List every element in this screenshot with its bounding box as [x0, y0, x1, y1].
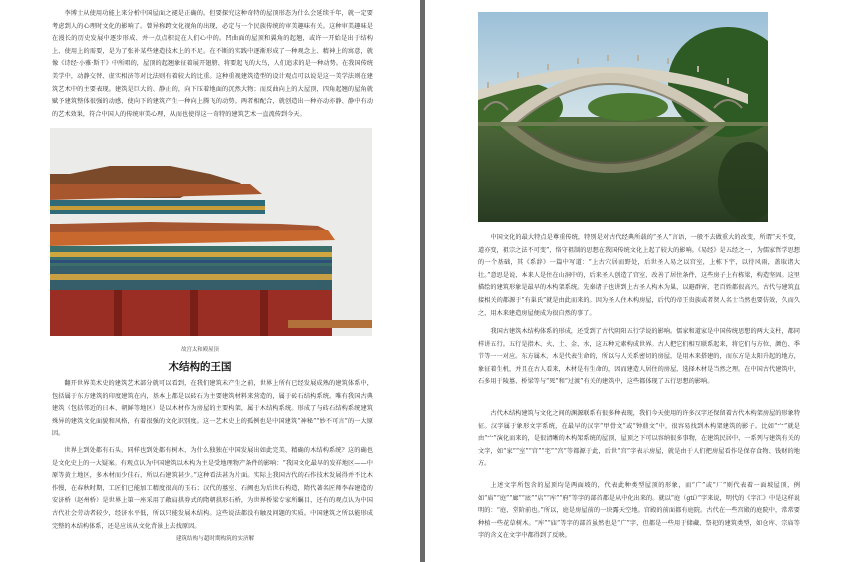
palace-roof-photo: [50, 128, 372, 336]
section-title: 木结构的王国: [168, 361, 232, 373]
left-page: [0, 0, 420, 562]
right-paragraph-2: [478, 326, 800, 406]
right-paragraph-1: [478, 232, 800, 330]
paragraph-text: 我国古建筑木结构体系的形成，还受到了古代阴阳五行学说的影响。儒家和道家是中国传统思想的两大支柱，都同样讲五行。五行是指木、火、土、金、水，这五种元素构成世界。古人把它们相互联系起来，将它们与方位、颜色、季节等一一对应。东方属木，木是代表生命的，所以与人关系密切的房屋，是用木来搭建的，而东方是太阳升起的地方，象征着生机，并且在古人看来，木材是有生命的，因而建造人居住的房屋，选择木材是当然之理。在中国古代建筑中，石多用于陵墓、桥梁等与“死”和“过渡”有关的建筑中，这些都体现了五行思想的影响。: [478, 328, 800, 386]
intro-paragraph: 李博士从使用功能上来分析中国屋面之褪是正确的。但要探究这种奇特的屋顶形态为什么会延续千年，就一定要考虑到人的心理时文化的影响了。曾异称跨文化视角的出现，必定与一个民族传统的审美趣味有关。这种审美趣味是在漫长的历史发展中逐步形成、并一点点积淀在人们心中的。凹曲面的屋顶和翼角的起翘，或许一开始是出于结构上、使用上的需要，是为了张补某些建造技术上的不足。在不断的实践中逐渐形成了一种观念上、精神上的寓意，就像《诗经·小雅·斯干》中所唱的，屋顶的起翘象征着展开翅膀、将要起飞的大鸟，人们追求的是一种动势。在我国传统美学中，动静交替、虚实相济等对比法则有着较大的比重。这种重视建筑造型的设计观点可以说是这一美学法则在建筑艺术中的主要表现。建筑是巨大的、静止的，向下压着地面的沉然大物；而反曲向上的大屋顶，四角起翘的屋角就赋予建筑整体很强的动感，使向下的建筑产生一种向上腾飞的动势。两者相配合，就创造出一种亦动亦静、静中有动的艺术效果，符合中国人的传统审美心理，从而也使得这一奇特的建筑艺术一直流传到今天。: [52, 10, 373, 118]
paragraph-text: 古代木结构建筑与文化之间的渊源联系有很多种表现，我们今天使用的许多汉字还保留着古代木构架房屋的形象特征。汉字属于象形文字系统，在最早的汉字“甲骨文”或“钟鼎文”中，很容易找到木构架建筑的影子。比如“宀”就是由“宀”演化而来的，是很清晰的木构架系统的屋顶，屋顶之下可以容纳很多事物，在建筑民居中，一系列与建筑有关的文字，如“家”“室”“宫”“宅”“宫”等都源于此，后世“宫”字表示房屋，就是由于人们把房屋看作是保存食物、钱财的地方。: [478, 410, 800, 468]
body-text-block: [52, 378, 373, 528]
stone-bridge-photo: [478, 12, 768, 222]
intro-text-block: [52, 8, 373, 120]
body-paragraph: 翻开世界美术史的建筑艺术部分就可以看到，在我们建筑未产生之前，世界上所有已经发展成熟的建筑体系中，包括属于东方建筑的印度建筑在内，基本上都是以砖石为主要建筑材料来营造的，属于砖石结构系统。唯有我国古典建筑（包括邻近的日本、朝鲜等地区）是以木材作为房屋的主要构架，属于木结构系统。形成了与砖石结构系统建筑殊异的建筑文化面貌和风格，有着很强的文化识别度。这一艺术史上的孤例也是中国建筑“神秘”“妙不可言”的一大原因。: [52, 380, 373, 438]
right-paragraph-4: [478, 480, 800, 560]
page-footer: 建筑结构与超时期构筑的实济解: [175, 536, 255, 542]
right-page: [425, 0, 845, 562]
paragraph-text: 中国文化的最大特点是尊重传统，特别是对古代经典所载的“圣人”言语，一般不去做重大的改变，所谓“天不变，道亦变，祖宗之法不可变”，恪守祖制的思想在我国传统文化上起了较大的影响。《易经》是五经之一，为儒家哲学思想的一个基础，其《系辞》一篇中写道：“上古穴居而野处，后世圣人易之以宫室，上栋下宇，以待风雨，盖取诸大壮。”意思是说，本来人是住在山洞中的，后来圣人创造了宫室，改善了居住条件，这些房子上有栋梁，构造坚固。这里描绘的建筑形象是最早的木构架系统。先秦诸子也讲到上古圣人构木为巢，以避群害，老百姓都很高兴。古代与建筑直接相关的都源于“有巢氏”就是由此而来的。因为圣人住木构房屋，后代的帝王贵族或者贤人名士当然也要仿效，久而久之，用木来建造房屋便成为很自然的事了。: [478, 234, 800, 317]
body-paragraph: 世界上到处都有石头，同样也到处都有树木，为什么独独在中国发展出如此完美、精确的木结构系统？这的确也是文化史上的一大疑案。有观点认为中国建筑以木构为主是受地理物产条件的影响：“我国文化最早的发祥地区——中原等黄土地区，多木材而少佳石，所以石建筑甚少。”这种看法甚为片面。实际上我国古代的石作技术发展得并不比木作慢，在春秋时期，工匠们已能加工精度很高的玉石；汉代的墓室、石阙也为后世石构造，隋代著名匠师李春建造的安济桥（赵州桥）是世界上第一座采用了敞肩拱券式的隋朝拱形石桥，为世界桥梁专家所瞩目，还有的观点认为中国古代社会劳动者较少，经济水平低，所以只能发展木结构。这些说法都没有触及问题的实质。中国建筑之所以能形成完整的木结构体系，还是应该从文化背景上去找原因。: [52, 446, 373, 530]
paragraph-text: 上述文字所包含的屋顶均是两面坡的，代表此种类型屋顶的形象，而“广”或“厂”则代表着一面坡屋顶，例如“庙”“庭”“廊”“底”“店”“库”“府”等字的部首都是从中化出来的。就以“庭（gtí）”字来说，明代的《字汇》中是这样说明的：“庭，堂阶前也。”所以，庭是房屋前的一块露天空地。宫殿的前面都有庭院。古代在一些宫殿的庭院中，常常要种植一些花草树木。“库”“庙”等字的部首虽然也是“广”字，但都是一些用于储藏、祭祀的建筑类型，如仓库、宗庙等字的含义在文字中都得到了反映。: [478, 482, 800, 540]
photo-caption: 故宫太和殿屋顶: [181, 347, 219, 353]
right-paragraph-3: [478, 408, 800, 478]
